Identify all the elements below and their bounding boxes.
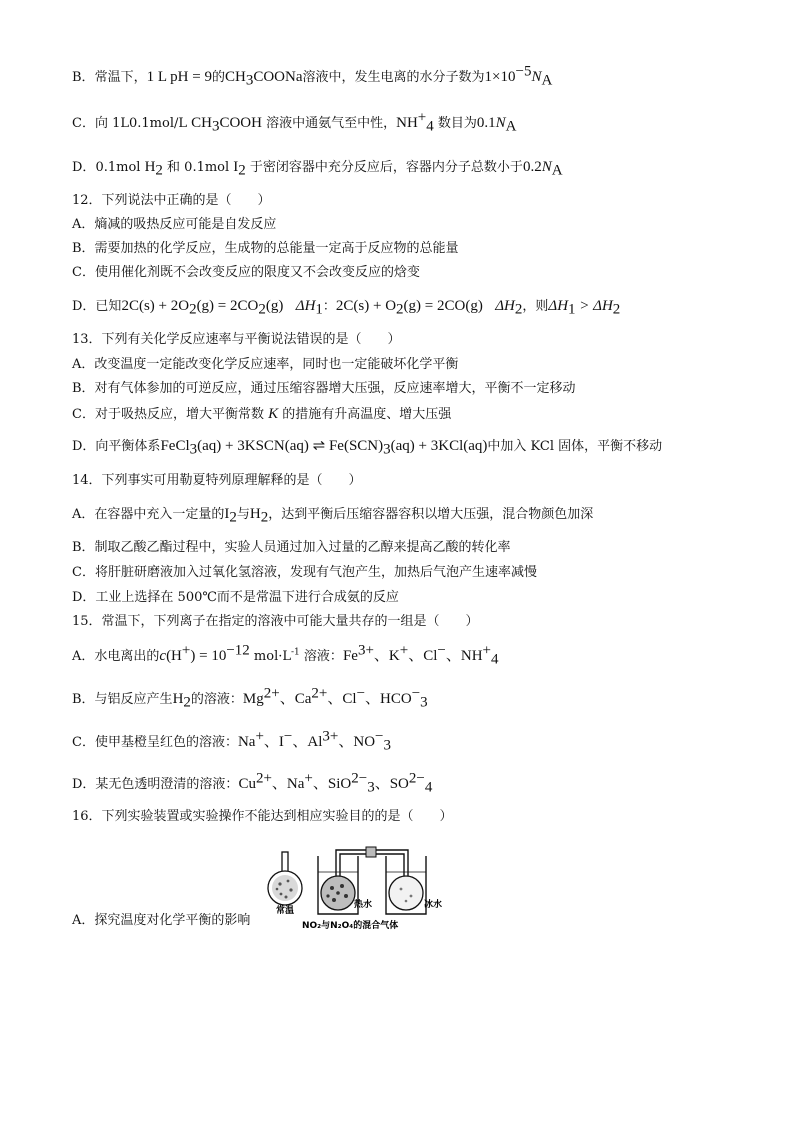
- q13-stem: 13．下列有关化学反应速率与平衡说法错误的是（ ）: [72, 332, 401, 347]
- q12-option-c: C．使用催化剂既不会改变反应的限度又不会改变反应的焓变: [72, 265, 420, 280]
- q13-option-b: B．对有气体参加的可逆反应，通过压缩容器增大压强，反应速率增大，平衡不一定移动: [72, 381, 576, 396]
- q11-option-d: D．0.1mol $H_2$ 和 0.1mol $I_2$ 于密闭容器中充分反应后，容器内分子总数小于$0.2N_A$: [72, 159, 563, 179]
- label-normal-temp: 常温: [276, 906, 295, 916]
- q11-option-b: B．常温下，1 L pH = 9的$CH_3COONa$溶液中，发生电离的水分子数为$1\times 10^{-5}N_A$: [72, 63, 553, 89]
- q14-option-d: D．工业上选择在 500℃而不是常温下进行合成氨的反应: [72, 590, 399, 605]
- q13-option-d: D．向平衡体系FeCl$_3$(aq) + 3KSCN(aq) ⇌ $Fe(SCN)_3(aq) + 3KCl(aq)$中加入 KCl 固体，平衡不移动: [72, 438, 663, 458]
- q12-option-d: D．已知$2C(s) + 2O_2(g) = 2CO_2(g)$ $\Delta H_1$：$2C(s) + O_2(g) = 2CO(g)$ $\Delta H_2$，则$\Delta H_1 > \Delta H_2$: [72, 298, 621, 318]
- q11-option-c: C．向 1L0.1mol/L $CH_3COOH$ 溶液中通氨气至中性，$NH^+_4$ 数目为$0.1N_A$: [72, 109, 517, 135]
- label-ice-water: 冰水: [424, 900, 443, 910]
- q15-option-d: D．某无色透明澄清的溶液：$Cu^{2+}$、Na+、SiO$^{2-}_3$、$SO^{2-}_4$: [72, 770, 433, 796]
- q13-option-c: C．对于吸热反应，增大平衡常数 K 的措施有升高温度、增大压强: [72, 406, 452, 422]
- q14-stem: 14．下列事实可用勒夏特列原理解释的是（ ）: [72, 473, 362, 488]
- hot-water-beaker: [318, 856, 358, 914]
- q13-option-a: A．改变温度一定能改变化学反应速率，同时也一定能破坏化学平衡: [72, 357, 459, 372]
- q16-option-a: A．探究温度对化学平衡的影响: [72, 913, 251, 928]
- label-hot-water: 热水: [354, 900, 373, 910]
- q14-option-b: B．制取乙酸乙酯过程中，实验人员通过加入过量的乙醇来提高乙酸的转化率: [72, 540, 511, 555]
- q14-option-c: C．将肝脏研磨液加入过氧化氢溶液，发现有气泡产生，加热后气泡产生速率减慢: [72, 565, 537, 580]
- q12-stem: 12．下列说法中正确的是（ ）: [72, 193, 271, 208]
- q15-stem: 15．常温下，下列离子在指定的溶液中可能大量共存的一组是（ ）: [72, 614, 479, 629]
- apparatus-figure: [266, 846, 456, 932]
- q15-option-b: B．与铝反应产生$H_2$的溶液：$Mg^{2+}$、$Ca^{2+}$、Cl−、$HCO^-_3$: [72, 685, 428, 711]
- q16-stem: 16．下列实验装置或实验操作不能达到相应实验目的的是（ ）: [72, 809, 453, 824]
- q15-option-c: C．使甲基橙呈红色的溶液：Na+、I−、$Al^{3+}$、$NO^-_3$: [72, 728, 392, 754]
- q15-option-a: A．水电离出的$c(H^+) = 10^{-12}$ $mol\cdot L^{-1}$ 溶液：$Fe^{3+}$、K+、Cl−、$NH^+_4$: [72, 642, 499, 668]
- q12-option-a: A．熵减的吸热反应可能是自发反应: [72, 217, 277, 232]
- label-gas-mixture: NO₂与N₂O₄的混合气体: [302, 921, 399, 931]
- ice-water-beaker: [386, 856, 426, 914]
- room-temp-flask: [268, 852, 302, 905]
- q14-option-a: A．在容器中充入一定量的$I_2$与$H_2$，达到平衡后压缩容器容积以增大压强，混合物颜色加深: [72, 506, 594, 526]
- q12-option-b: B．需要加热的化学反应，生成物的总能量一定高于反应物的总能量: [72, 241, 459, 256]
